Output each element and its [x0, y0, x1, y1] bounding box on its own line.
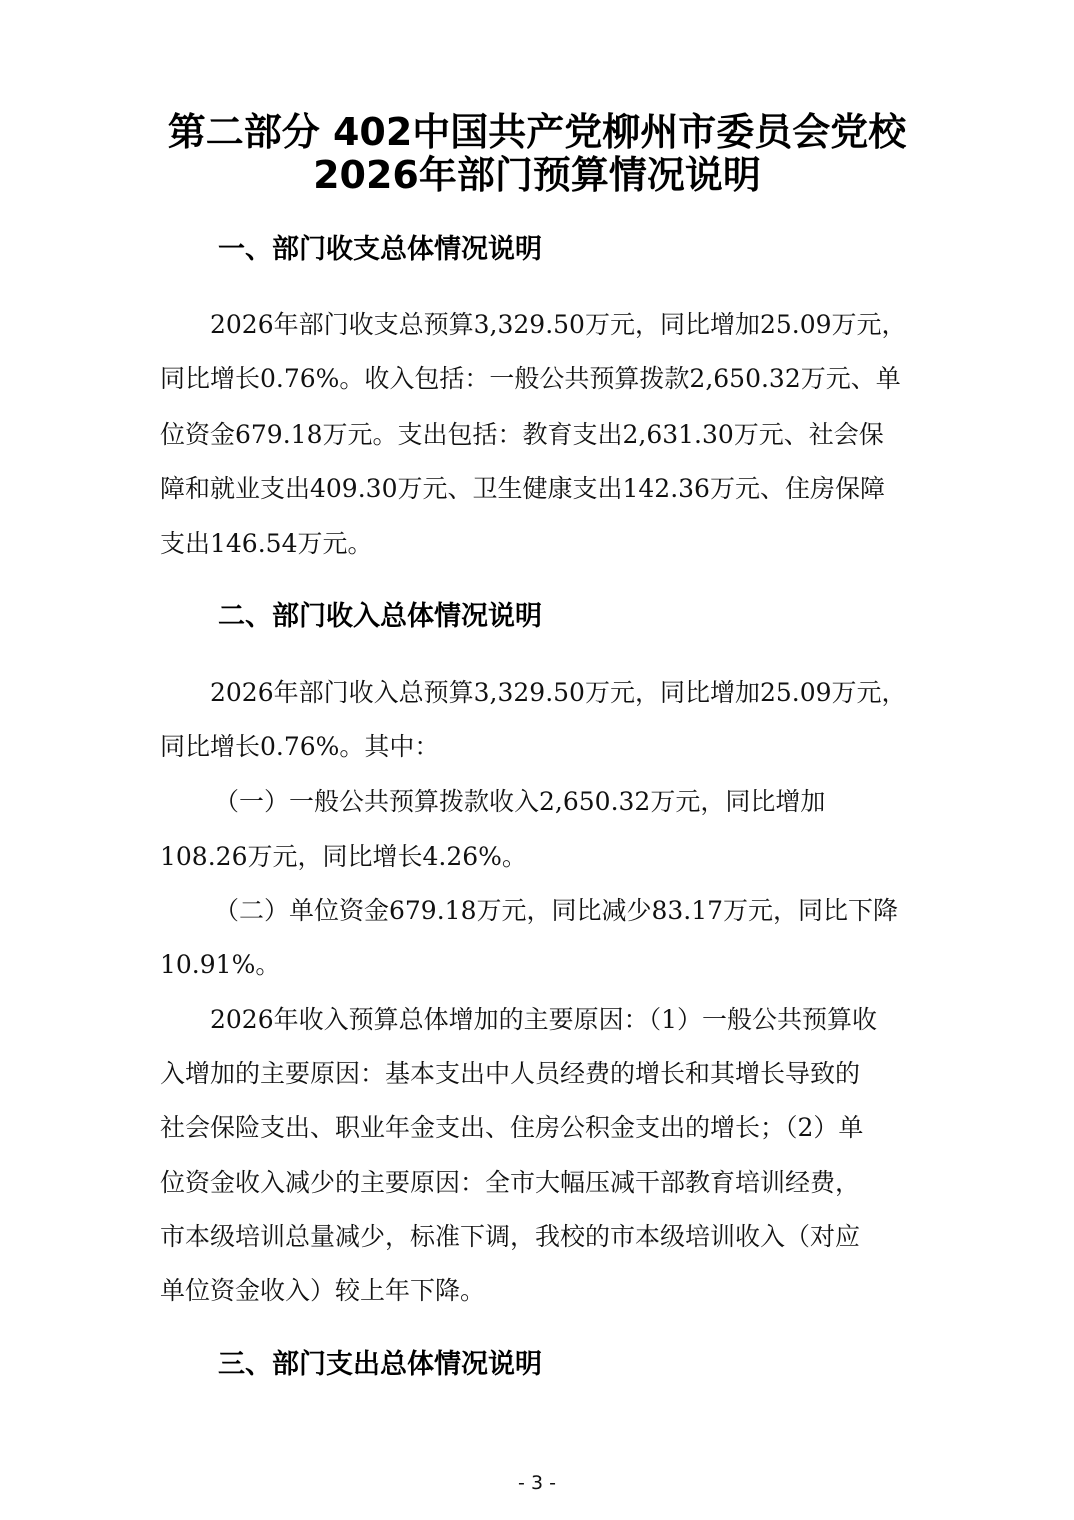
page-number: - 3 - [518, 1472, 556, 1494]
section-2-paragraph-line: 108.26万元，同比增长4.26%。 [160, 842, 527, 871]
section-2-paragraph-line: 位资金收入减少的主要原因：全市大幅压减干部教育培训经费， [160, 1168, 861, 1197]
section-1-paragraph-line: 同比增长0.76%。收入包括：一般公共预算拨款2,650.32万元、单 [160, 364, 901, 393]
section-2-paragraph-line: 社会保险支出、职业年金支出、住房公积金支出的增长；（2）单 [160, 1113, 864, 1142]
section-2-paragraph-line: 2026年收入预算总体增加的主要原因：（1）一般公共预算收 [210, 1005, 878, 1034]
section-1-paragraph-line: 位资金679.18万元。支出包括：教育支出2,631.30万元、社会保 [160, 420, 884, 449]
section-1-paragraph-line: 障和就业支出409.30万元、卫生健康支出142.36万元、住房保障 [160, 474, 885, 503]
section-2-paragraph-line: 同比增长0.76%。其中： [160, 732, 440, 761]
section-2-paragraph-line: 市本级培训总量减少，标准下调，我校的市本级培训收入（对应 [160, 1222, 861, 1251]
section-2-heading: 二、部门收入总体情况说明 [218, 601, 542, 632]
section-2-paragraph-line: 2026年部门收入总预算3,329.50万元，同比增加25.09万元， [210, 678, 907, 707]
section-1-heading: 一、部门收支总体情况说明 [218, 234, 542, 265]
section-2-paragraph-line: 入增加的主要原因：基本支出中人员经费的增长和其增长导致的 [160, 1059, 861, 1088]
document-title-line-1: 第二部分 402中国共产党柳州市委员会党校 [167, 110, 907, 154]
document-title-line-2: 2026年部门预算情况说明 [313, 153, 761, 197]
section-2-paragraph-line: （二）单位资金679.18万元，同比减少83.17万元，同比下降 [214, 896, 899, 925]
section-2-paragraph-line: 单位资金收入）较上年下降。 [160, 1276, 486, 1305]
section-3-heading: 三、部门支出总体情况说明 [218, 1349, 542, 1380]
section-1-paragraph-line: 2026年部门收支总预算3,329.50万元，同比增加25.09万元， [210, 310, 907, 339]
section-2-paragraph-line: （一）一般公共预算拨款收入2,650.32万元，同比增加 [214, 787, 826, 816]
section-1-paragraph-line: 支出146.54万元。 [160, 529, 373, 558]
section-2-paragraph-line: 10.91%。 [160, 950, 281, 979]
